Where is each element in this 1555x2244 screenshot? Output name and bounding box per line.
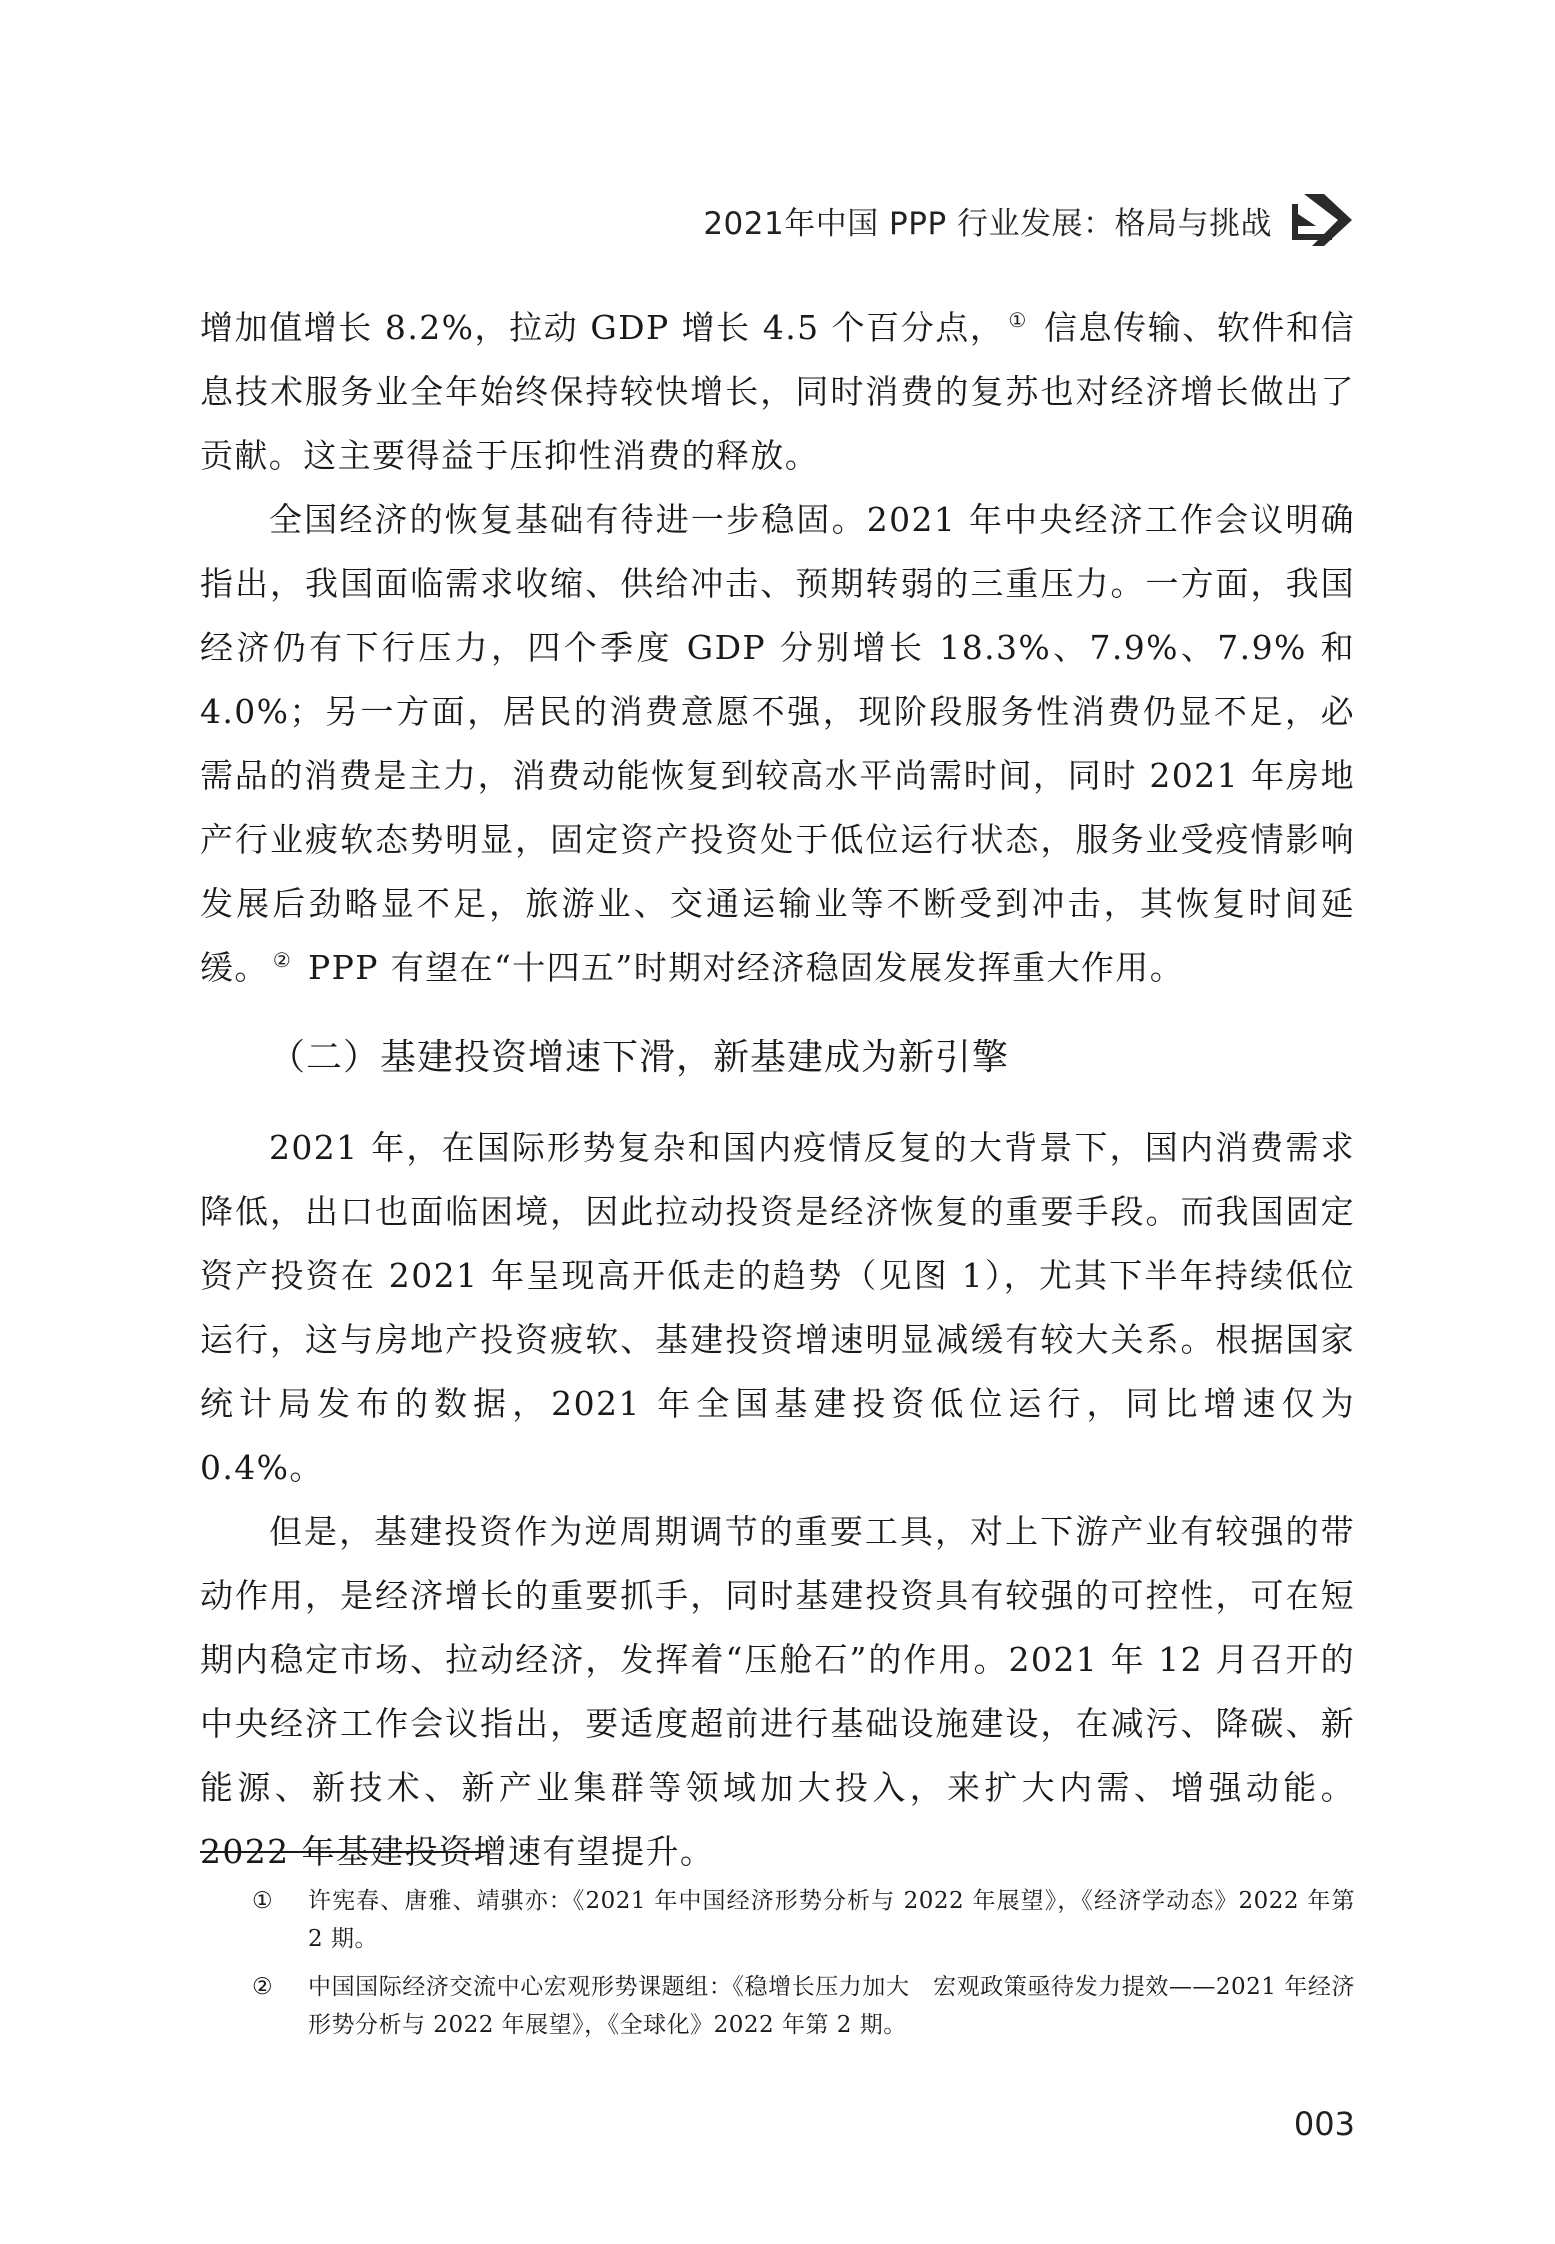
chapter-arrow-mark-icon [1290, 190, 1360, 250]
section-heading: （二）基建投资增速下滑，新基建成为新引擎 [269, 1037, 1010, 1078]
paragraph-4: 但是，基建投资作为逆周期调节的重要工具，对上下游产业有较强的带动作用，是经济增长的重要抓手，同时基建投资具有较强的可控性，可在短期内稳定市场、拉动经济，发挥着“压舱石”的作用。2021 年 12 月召开的中央经济工作会议指出，要适度超前进行基础设施建设，在减污、降碳、新能源、新技术、新产业集群等领域加大投入，来扩大内需、增强动能。2022 年基建投资增速有望提升。 [200, 1512, 1355, 1871]
paragraph-3: 2021 年，在国际形势复杂和国内疫情反复的大背景下，国内消费需求降低，出口也面临困境，因此拉动投资是经济恢复的重要手段。而我国固定资产投资在 2021 年呈现高开低走的趋势（见图 1），尤其下半年持续低位运行，这与房地产投资疲软、基建投资增速明显减缓有较大关系。根据国家统计局发布的数据，2021 年全国基建投资低位运行，同比增速仅为 0.4%。 [200, 1128, 1355, 1487]
paragraph-2 [200, 488, 1355, 1000]
footnote-ref-2[interactable]: ② [272, 948, 293, 972]
paragraph-1-text: 增加值增长 8.2%，拉动 GDP 增长 4.5 个百分点， [200, 308, 1005, 347]
running-header: 2021年中国 PPP 行业发展：格局与挑战 [703, 206, 1272, 242]
footnote-ref-1[interactable]: ① [1008, 308, 1028, 332]
paragraph-2-cont: PPP 有望在“十四五”时期对经济稳固发展发挥重大作用。 [296, 948, 1185, 987]
footnote-2-number: ② [252, 1974, 274, 2000]
body-text [200, 296, 1355, 1884]
footnote-1-number: ① [252, 1888, 274, 1914]
paragraph-2-text: 全国经济的恢复基础有待进一步稳固。2021 年中央经济工作会议明确指出，我国面临需求收缩、供给冲击、预期转弱的三重压力。一方面，我国经济仍有下行压力，四个季度 GDP 分别增长 18.3%、7.9%、7.9% 和 4.0%；另一方面，居民的消费意愿不强，现阶段服务性消费仍显不足，必需品的消费是主力，消费动能恢复到较高水平尚需时间，同时 2021 年房地产行业疲软态势明显，固定资产投资处于低位运行状态，服务业受疫情影响发展后劲略显不足，旅游业、交通运输业等不断受到冲击，其恢复时间延缓。 [200, 500, 1355, 987]
footnote-2-text: 中国国际经济交流中心宏观形势课题组：《稳增长压力加大 宏观政策亟待发力提效——2021 年经济形势分析与 2022 年展望》，《全球化》2022 年第 2 期。 [308, 1974, 1355, 2038]
footnote-1 [200, 1882, 1355, 1958]
footnote-1-text: 许宪春、唐雅、靖骐亦：《2021 年中国经济形势分析与 2022 年展望》，《经济学动态》2022 年第 2 期。 [308, 1888, 1355, 1952]
footnote-divider [200, 1851, 490, 1853]
page-number: 003 [1293, 2105, 1355, 2143]
footnote-2 [200, 1968, 1355, 2044]
paragraph-1 [200, 296, 1355, 488]
paragraph-1-cont: 信息传输、软件和信息技术服务业全年始终保持较快增长，同时消费的复苏也对经济增长做出了贡献。这主要得益于压抑性消费的释放。 [200, 308, 1355, 475]
footnotes [200, 1882, 1355, 2054]
